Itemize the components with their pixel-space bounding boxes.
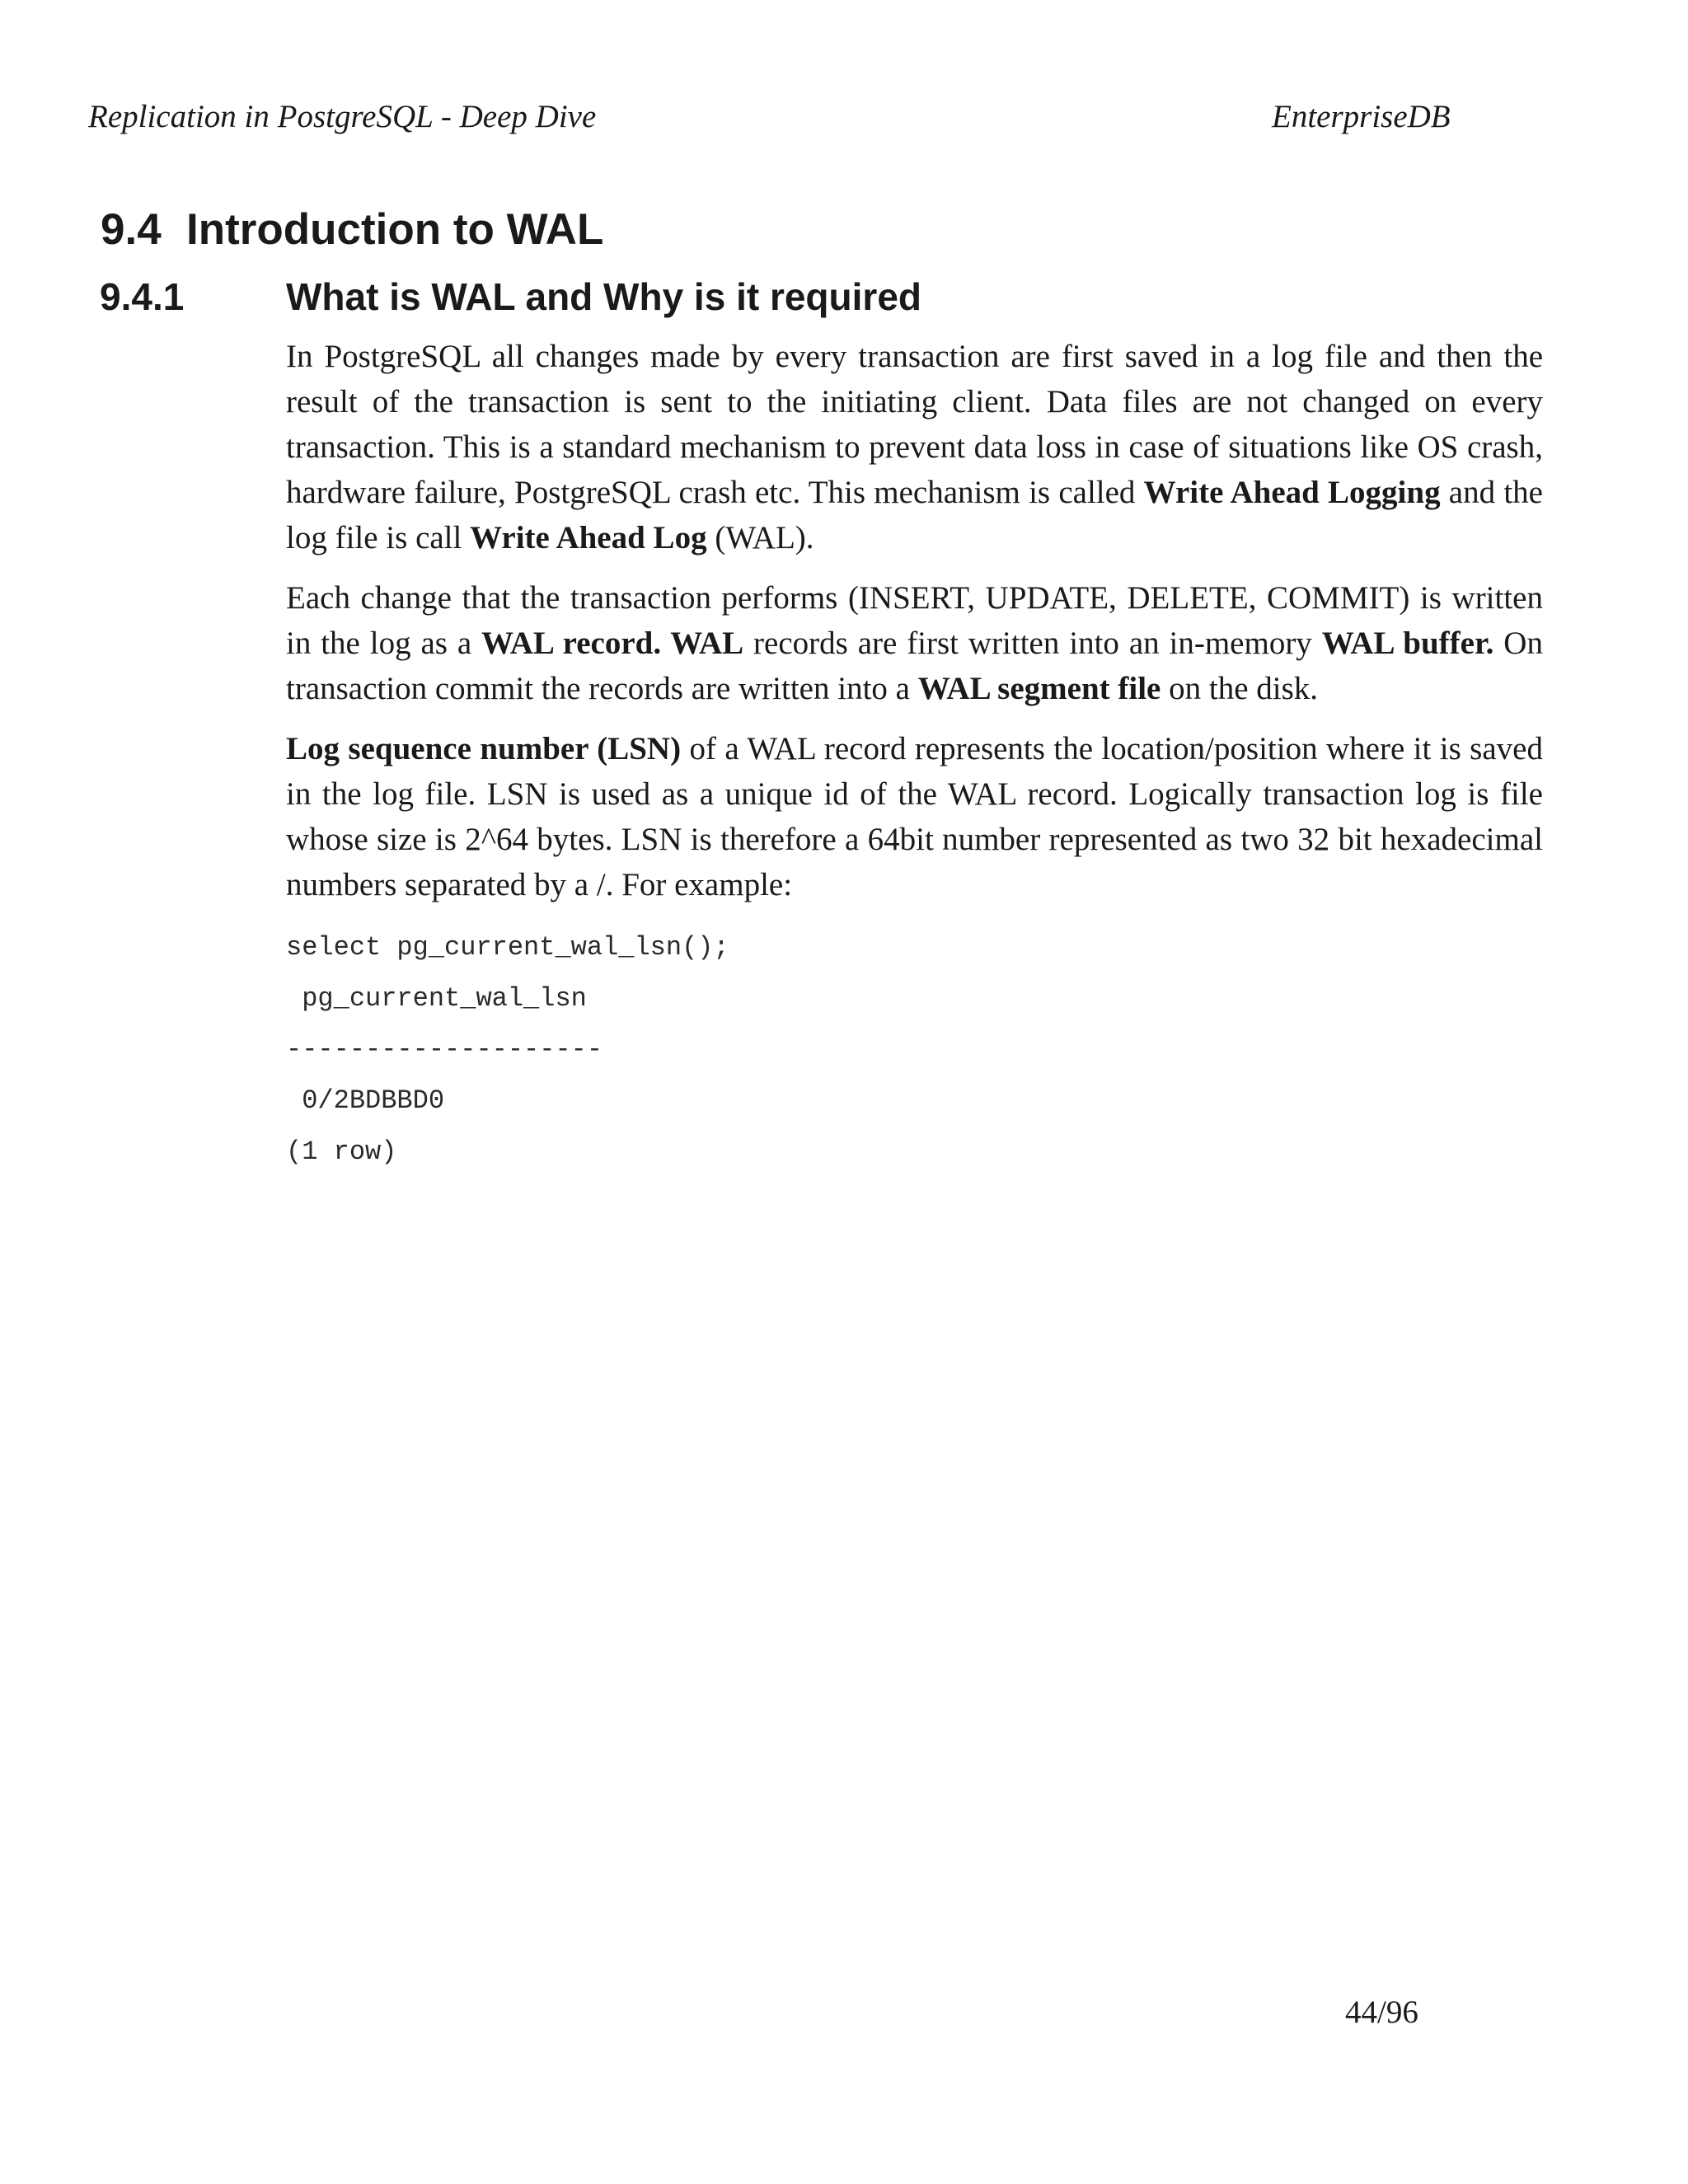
subsection-heading xyxy=(100,273,921,321)
term-wal-segment-file: WAL segment file xyxy=(917,671,1161,706)
term-wal-record: WAL record. WAL xyxy=(481,626,744,661)
code-column-header: pg_current_wal_lsn xyxy=(286,983,587,1014)
paragraph-wal-intro xyxy=(286,334,1543,560)
section-heading xyxy=(101,203,603,257)
paragraph-wal-record xyxy=(286,575,1543,711)
term-write-ahead-logging: Write Ahead Logging xyxy=(1143,475,1441,510)
subsection-number: 9.4.1 xyxy=(100,275,185,318)
code-row-count: (1 row) xyxy=(286,1137,397,1167)
term-lsn: Log sequence number (LSN) xyxy=(286,731,682,766)
text-run: records are first written into an in-memory xyxy=(743,626,1322,661)
body-text xyxy=(286,334,1543,1178)
code-example xyxy=(286,922,1543,1178)
text-run: Each change that the transaction performs (INSERT, UPDATE, DELETE, COMMIT) is written in the log as a xyxy=(286,580,1543,661)
text-run: on the disk. xyxy=(1160,671,1319,706)
text-run: On transaction commit the records are written into a xyxy=(286,626,1543,706)
running-header-title: Replication in PostgreSQL - Deep Dive xyxy=(88,99,597,134)
text-run: and the log file is call xyxy=(286,475,1543,555)
term-write-ahead-log: Write Ahead Log xyxy=(470,520,707,555)
section-number: 9.4 xyxy=(101,205,162,254)
running-header-company: EnterpriseDB xyxy=(1272,99,1451,134)
text-run: In PostgreSQL all changes made by every transaction are first saved in a log file and then the result of the transaction is sent to the initiating client. Data files are not changed on every transaction. This is a standard mechanism to prevent data loss in case of situations like OS crash, hardware failure, PostgreSQL crash etc. This mechanism is called xyxy=(286,339,1543,510)
text-run: (WAL). xyxy=(706,520,814,555)
subsection-title: What is WAL and Why is it required xyxy=(286,275,921,318)
paragraph-lsn xyxy=(286,726,1543,907)
page-number: 44/96 xyxy=(1345,1994,1418,2030)
code-result-value: 0/2BDBBD0 xyxy=(286,1085,445,1116)
term-wal-buffer: WAL buffer. xyxy=(1321,626,1494,661)
section-title: Introduction to WAL xyxy=(186,205,604,254)
code-separator: -------------------- xyxy=(286,1034,603,1065)
text-run: of a WAL record represents the location/position where it is saved in the log file. LSN is used as a unique id of the WAL record. Logically transaction log is file whose size is 2^64 bytes. LSN is therefore a 64bit number represented as two 32 bit hexadecimal numbers separated by a /. For example: xyxy=(286,731,1543,902)
code-query: select pg_current_wal_lsn(); xyxy=(286,932,729,963)
